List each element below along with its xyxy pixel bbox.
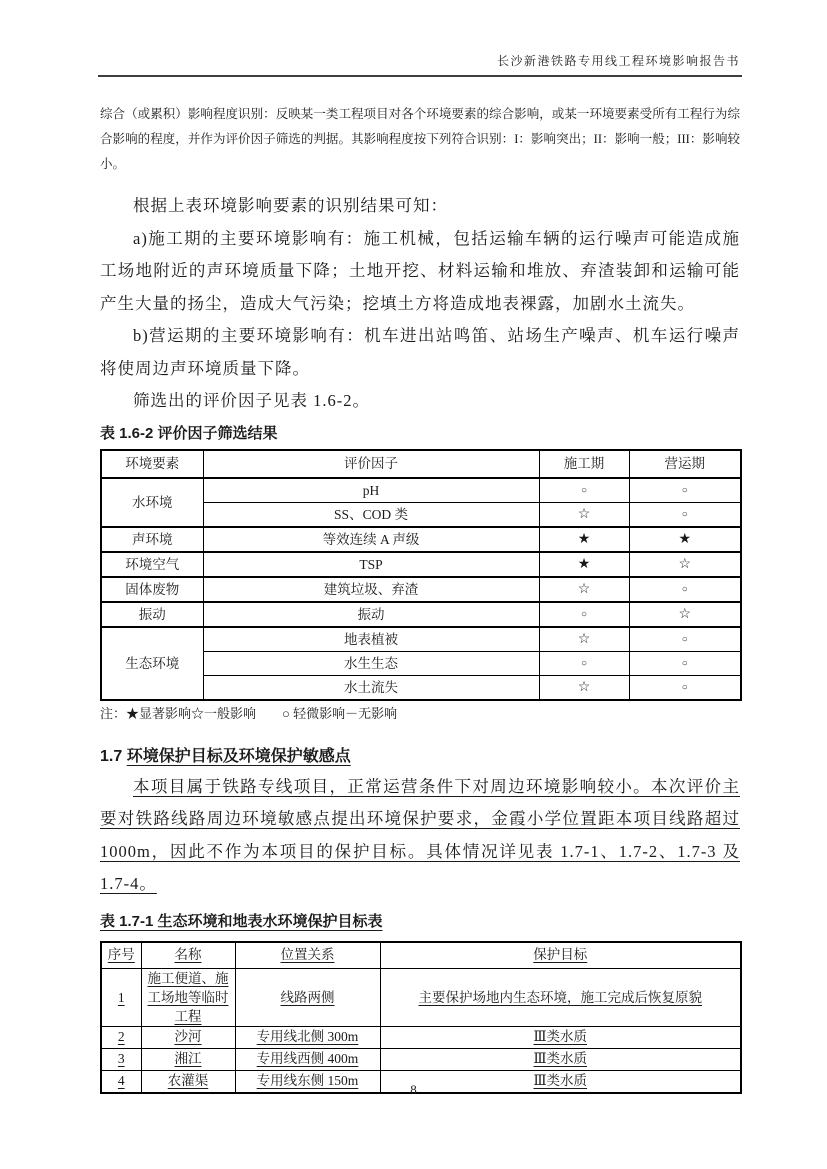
table-cell-location: 线路两侧 (235, 968, 380, 1026)
table-cell-index: 2 (101, 1026, 141, 1048)
section-1-7-paragraph: 本项目属于铁路专线项目，正常运营条件下对周边环境影响较小。本次评价主要对铁路线路周边环境敏感点提出环境保护要求，金霞小学位置距本项目线路超过1000m，因此不作为本项目的保护目标。具体情况详见表 1.7-1、1.7-2、1.7-3 及 1.7-4。 (100, 776, 740, 893)
table-cell-location: 专用线东侧 150m (235, 1070, 380, 1093)
paragraph-table-reference: 筛选出的评价因子见表 1.6-2。 (133, 391, 370, 410)
page-content (100, 102, 740, 1094)
paragraph-lead: 根据上表环境影响要素的识别结果可知： (133, 196, 448, 215)
table-cell-target: 主要保护场地内生态环境，施工完成后恢复原貌 (380, 968, 741, 1026)
table-cell-operation: ○ (629, 651, 741, 675)
table-cell-element: 振动 (101, 602, 203, 627)
table-cell-operation: ○ (629, 478, 741, 503)
table-header-cell: 名称 (141, 942, 235, 969)
table-cell-factor: 水土流失 (203, 675, 539, 700)
table-cell-location: 专用线西侧 400m (235, 1048, 380, 1070)
table-1-6-2 (100, 449, 742, 701)
table-cell-element: 声环境 (101, 527, 203, 552)
section-title: 环境保护目标及环境保护敏感点 (126, 747, 351, 765)
table-cell-construction: ○ (539, 478, 629, 503)
table-cell-construction: ○ (539, 651, 629, 675)
table-cell-target: Ⅲ类水质 (380, 1070, 741, 1093)
table-cell-name: 沙河 (141, 1026, 235, 1048)
table-cell-index: 3 (101, 1048, 141, 1070)
table-cell-factor: 建筑垃圾、弃渣 (203, 577, 539, 602)
section-1-7-heading (100, 746, 740, 768)
table-cell-factor: 地表植被 (203, 627, 539, 652)
table-cell-target: Ⅲ类水质 (380, 1048, 741, 1070)
table-1-7-1 (100, 941, 742, 1094)
page-number: 8 (410, 1082, 417, 1097)
table-cell-factor: 等效连续 A 声级 (203, 527, 539, 552)
table-cell-construction: ★ (539, 552, 629, 577)
table-header-cell: 保护目标 (380, 942, 741, 969)
table-cell-factor: 振动 (203, 602, 539, 627)
paragraph-construction-impacts: a)施工期的主要环境影响有：施工机械，包括运输车辆的运行噪声可能造成施工场地附近的声环境质量下降；土地开挖、材料运输和堆放、弃渣装卸和运输可能产生大量的扬尘，造成大气污染；挖填土方将造成地表裸露，加剧水土流失。 (100, 228, 740, 313)
table-cell-factor: pH (203, 478, 539, 503)
table-header-cell: 环境要素 (101, 450, 203, 478)
table-header-cell: 序号 (101, 942, 141, 969)
table-cell-index: 4 (101, 1070, 141, 1093)
table-cell-name: 施工便道、施工场地等临时工程 (141, 968, 235, 1026)
table-cell-operation: ☆ (629, 602, 741, 627)
table-cell-operation: ○ (629, 627, 741, 652)
table-cell-operation: ★ (629, 527, 741, 552)
table-header-cell: 营运期 (629, 450, 741, 478)
table-cell-factor: SS、COD 类 (203, 502, 539, 527)
table-cell-construction: ☆ (539, 502, 629, 527)
table-cell-operation: ○ (629, 675, 741, 700)
table-cell-index: 1 (101, 968, 141, 1026)
table-cell-construction: ★ (539, 527, 629, 552)
table-cell-name: 湘江 (141, 1048, 235, 1070)
table-header-cell: 位置关系 (235, 942, 380, 969)
table-legend-note: 注：★显著影响☆一般影响 ○ 轻微影响－无影响 (100, 705, 398, 721)
table-cell-construction: ☆ (539, 675, 629, 700)
page-header-title: 长沙新港铁路专用线工程环境影响报告书 (496, 54, 740, 68)
table-header-cell: 施工期 (539, 450, 629, 478)
table-1-7-1-caption: 表 1.7-1 生态环境和地表水环境保护目标表 (100, 912, 383, 930)
table-cell-operation: ☆ (629, 552, 741, 577)
table-cell-operation: ○ (629, 502, 741, 527)
table-cell-construction: ○ (539, 602, 629, 627)
table-cell-operation: ○ (629, 577, 741, 602)
table-1-6-2-caption: 表 1.6-2 评价因子筛选结果 (100, 424, 278, 442)
paragraph-operation-impacts: b)营运期的主要环境影响有：机车进出站鸣笛、站场生产噪声、机车运行噪声将使周边声环境质量下降。 (100, 326, 740, 378)
table-header-cell: 评价因子 (203, 450, 539, 478)
table-cell-factor: 水生生态 (203, 651, 539, 675)
table-cell-element: 固体废物 (101, 577, 203, 602)
table-cell-element: 环境空气 (101, 552, 203, 577)
table-cell-name: 农灌渠 (141, 1070, 235, 1093)
table-cell-construction: ☆ (539, 577, 629, 602)
section-number: 1.7 (100, 747, 123, 765)
note-paragraph: 综合（或累积）影响程度识别：反映某一类工程项目对各个环境要素的综合影响，或某一环境要素受所有工程行为综合影响的程度，并作为评价因子筛选的判据。其影响程度按下列符合识别：I：影响突出；II：影响一般；III：影响较小。 (100, 107, 740, 171)
table-cell-location: 专用线北侧 300m (235, 1026, 380, 1048)
table-cell-construction: ☆ (539, 627, 629, 652)
header-divider (98, 75, 742, 77)
table-cell-target: Ⅲ类水质 (380, 1026, 741, 1048)
table-cell-element: 生态环境 (101, 627, 203, 700)
table-cell-factor: TSP (203, 552, 539, 577)
table-cell-element: 水环境 (101, 478, 203, 527)
